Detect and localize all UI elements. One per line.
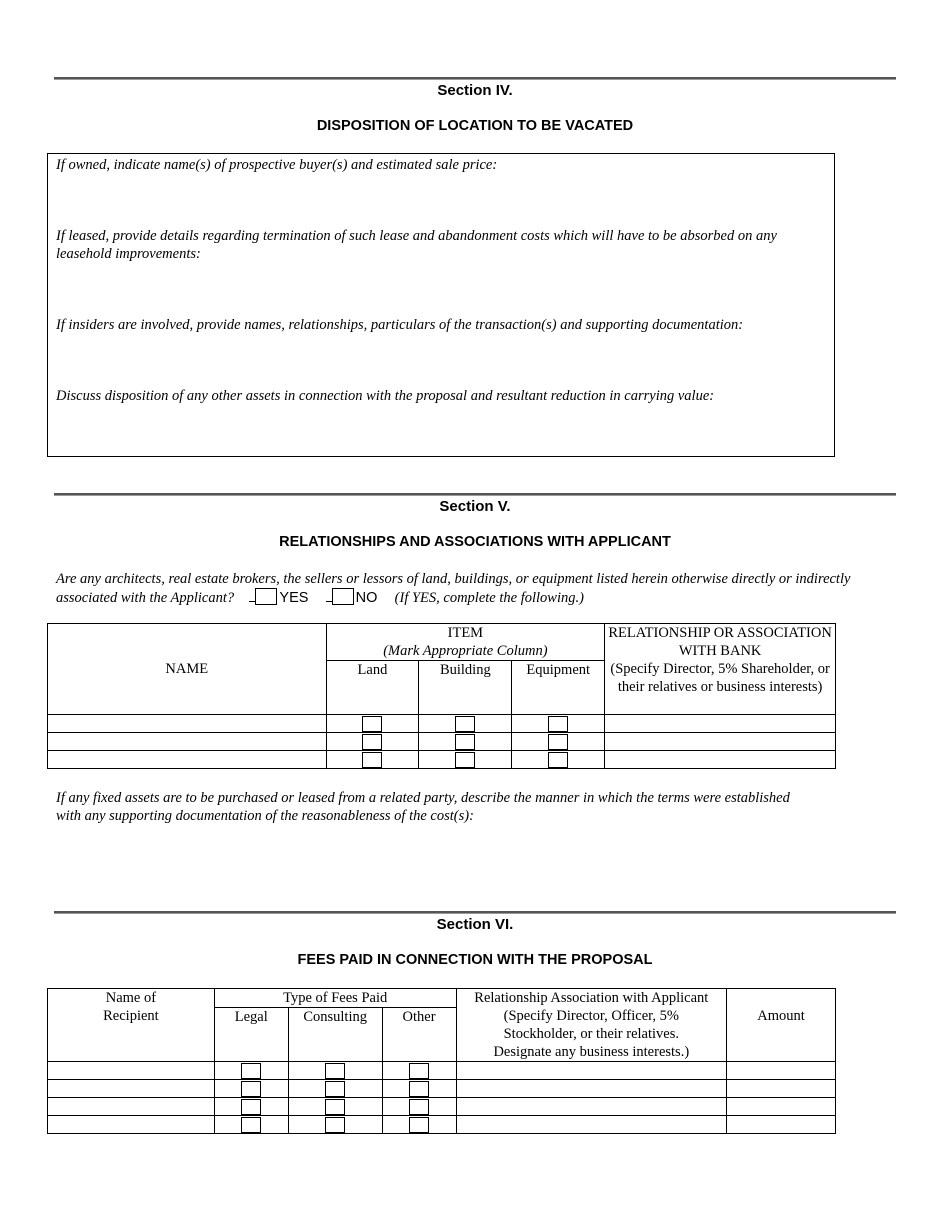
table-row [48,733,836,751]
section-divider [54,911,896,914]
amount-cell[interactable] [727,1062,836,1080]
building-header: Building [419,661,512,715]
name-cell[interactable] [48,751,327,769]
associated-question-text: Are any architects, real estate brokers, the sellers or lessors of land, buildings, or equipment listed herein otherwise directly or indirectly associated with the Applicant? [56,571,851,606]
legal-checkbox[interactable] [241,1099,261,1115]
other-checkbox[interactable] [409,1099,429,1115]
building-checkbox[interactable] [455,716,475,732]
item-header-label: ITEM [447,625,484,641]
land-checkbox[interactable] [362,734,382,750]
amount-cell[interactable] [727,1098,836,1116]
table-row [48,751,836,769]
recipient-cell[interactable] [48,1116,215,1134]
building-checkbox[interactable] [455,734,475,750]
fee-relationship-sub: (Specify Director, Officer, 5% Stockholder, or their relatives. Designate any business interests.) [493,1008,690,1060]
relationship-cell[interactable] [605,751,836,769]
table-row [48,1098,836,1116]
fee-relationship-cell[interactable] [456,1062,727,1080]
other-checkbox[interactable] [409,1117,429,1133]
recipient-cell[interactable] [48,1062,215,1080]
other-checkbox[interactable] [409,1081,429,1097]
consulting-header: Consulting [288,1008,382,1062]
section-iv-title: DISPOSITION OF LOCATION TO BE VACATED [316,118,634,134]
type-header: Type of Fees Paid [214,989,456,1008]
relationship-cell[interactable] [605,733,836,751]
table-row [48,1116,836,1134]
no-checkbox[interactable] [332,588,354,605]
table-row [48,1080,836,1098]
if-yes-note: (If YES, complete the following.) [394,590,584,606]
consulting-checkbox[interactable] [325,1081,345,1097]
relationships-table [47,623,836,769]
fee-relationship-cell[interactable] [456,1098,727,1116]
question-leased: If leased, provide details regarding termination of such lease and abandonment costs which will have to be absorbed on any leasehold improvements: [56,228,777,262]
name-cell[interactable] [48,733,327,751]
yes-label: YES [279,590,309,606]
land-checkbox[interactable] [362,716,382,732]
amount-header: Amount [727,989,836,1062]
yes-checkbox[interactable] [255,588,277,605]
other-header: Other [382,1008,456,1062]
recipient-cell[interactable] [48,1080,215,1098]
section-vi-number: Section VI. [436,916,514,933]
amount-cell[interactable] [727,1116,836,1134]
amount-cell[interactable] [727,1080,836,1098]
table-row [48,1062,836,1080]
section-iv-box [47,153,835,457]
fee-relationship-cell[interactable] [456,1080,727,1098]
section-iv-number: Section IV. [437,82,513,99]
name-cell[interactable] [48,715,327,733]
relationship-header-sub: (Specify Director, 5% Shareholder, or their relatives or business interests) [610,661,830,695]
building-checkbox[interactable] [455,752,475,768]
consulting-checkbox[interactable] [325,1117,345,1133]
land-header: Land [326,661,419,715]
item-header-sub: (Mark Appropriate Column) [383,643,548,659]
land-checkbox[interactable] [362,752,382,768]
no-label: NO [355,590,378,606]
other-checkbox[interactable] [409,1063,429,1079]
fee-relationship-label: Relationship Association with Applicant [474,990,709,1006]
recipient-header: Name of Recipient [48,989,215,1062]
section-divider [54,493,896,496]
question-other-assets: Discuss disposition of any other assets in connection with the proposal and resultant reduction in carrying value: [56,388,715,404]
equipment-checkbox[interactable] [548,716,568,732]
legal-checkbox[interactable] [241,1081,261,1097]
consulting-checkbox[interactable] [325,1099,345,1115]
fixed-assets-question: If any fixed assets are to be purchased or leased from a related party, describe the manner in which the terms were established with any supporting documentation of the reasonableness of the cost(s): [56,790,790,824]
section-v-number: Section V. [439,498,511,515]
name-header: NAME [48,624,327,715]
fee-relationship-cell[interactable] [456,1116,727,1134]
relationship-header-label: RELATIONSHIP OR ASSOCIATION WITH BANK [608,625,832,659]
legal-checkbox[interactable] [241,1063,261,1079]
table-row [48,715,836,733]
relationship-cell[interactable] [605,715,836,733]
section-vi-title: FEES PAID IN CONNECTION WITH THE PROPOSAL [297,952,653,968]
fee-relationship-header [456,989,727,1062]
equipment-header: Equipment [512,661,605,715]
consulting-checkbox[interactable] [325,1063,345,1079]
section-v-title: RELATIONSHIPS AND ASSOCIATIONS WITH APPLICANT [279,534,671,550]
section-divider [54,77,896,80]
recipient-cell[interactable] [48,1098,215,1116]
equipment-checkbox[interactable] [548,752,568,768]
legal-checkbox[interactable] [241,1117,261,1133]
question-owned: If owned, indicate name(s) of prospective buyer(s) and estimated sale price: [56,157,498,173]
legal-header: Legal [214,1008,288,1062]
equipment-checkbox[interactable] [548,734,568,750]
item-header [326,624,605,661]
fees-table [47,988,836,1134]
relationship-header [605,624,836,715]
question-insiders: If insiders are involved, provide names, relationships, particulars of the transaction(s) and supporting documentation: [56,317,744,333]
associated-question [56,570,856,607]
